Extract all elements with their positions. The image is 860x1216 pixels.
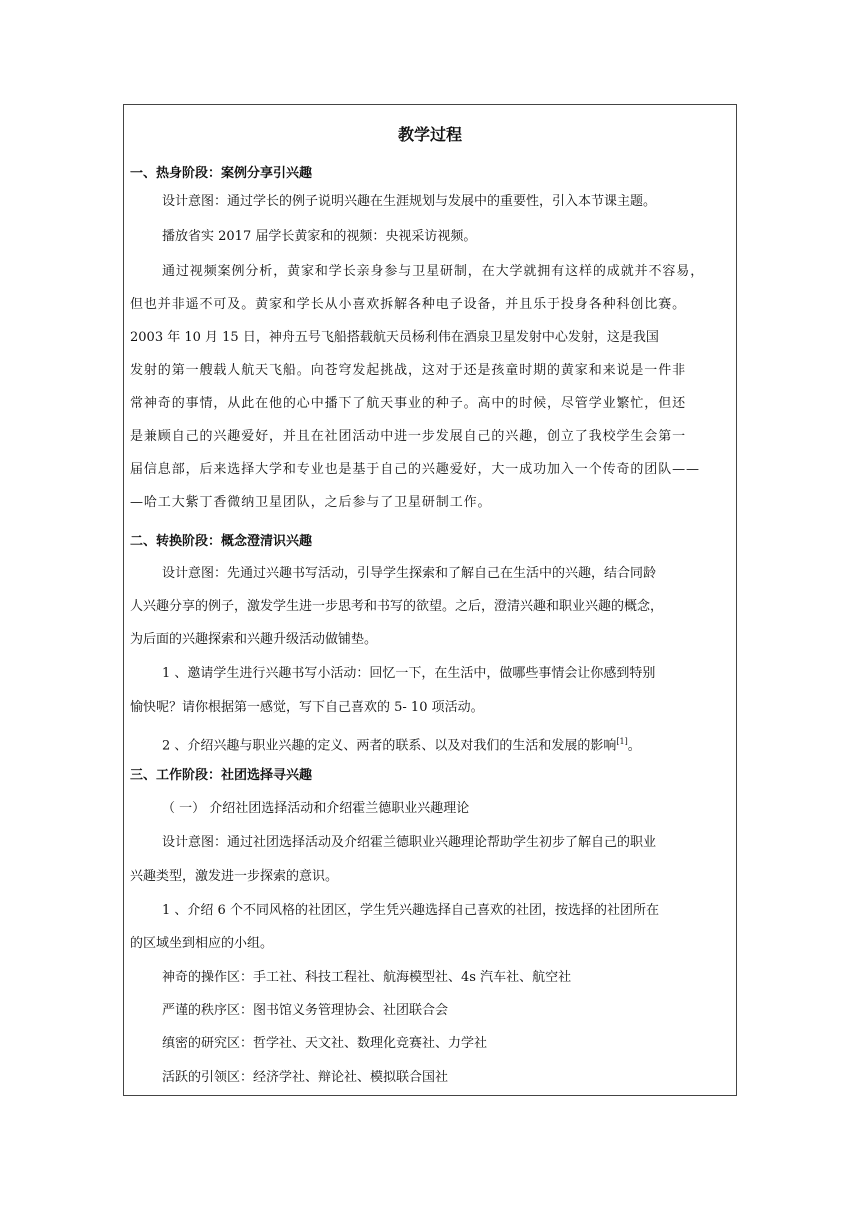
club-area-line: 缜密的研究区：哲学社、天文社、数理化竞赛社、力学社 bbox=[162, 1036, 488, 1051]
paragraph-line: 兴趣类型，激发进一步探索的意识。 bbox=[130, 869, 339, 884]
paragraph-line: 常神奇的事情，从此在他的心中播下了航天事业的种子。高中的时候，尽管学业繁忙，但还 bbox=[130, 396, 687, 411]
paragraph-line: 1 、邀请学生进行兴趣书写小活动：回忆一下，在生活中，做哪些事情会让你感到特别 bbox=[162, 666, 656, 681]
paragraph-text: 2 、介绍兴趣与职业兴趣的定义、两者的联系、以及对我们的生活和发展的影响 bbox=[162, 738, 617, 754]
page-title: 教学过程 bbox=[397, 125, 462, 144]
section-heading-work: 三、工作阶段：社团选择寻兴趣 bbox=[130, 768, 313, 783]
subheading: （ 一） 介绍社团选择活动和介绍霍兰德职业兴趣理论 bbox=[162, 801, 470, 816]
paragraph-line bbox=[162, 733, 730, 755]
paragraph-end: 。 bbox=[627, 738, 641, 754]
paragraph-line: 的区域坐到相应的小组。 bbox=[130, 936, 274, 951]
paragraph-line: 设计意图：通过社团选择活动及介绍霍兰德职业兴趣理论帮助学生初步了解自己的职业 bbox=[162, 835, 657, 850]
paragraph-line: —哈工大紫丁香微纳卫星团队，之后参与了卫星研制工作。 bbox=[130, 495, 492, 510]
section-heading-warmup: 一、热身阶段：案例分享引兴趣 bbox=[130, 166, 313, 181]
paragraph-line: 但也并非遥不可及。黄家和学长从小喜欢拆解各种电子设备，并且乐于投身各种科创比赛。 bbox=[130, 297, 687, 312]
paragraph-line: 播放省实 2017 届学长黄家和的视频：央视采访视频。 bbox=[162, 229, 477, 244]
lesson-process-table bbox=[123, 104, 737, 1096]
paragraph-line: 设计意图：通过学长的例子说明兴趣在生涯规划与发展中的重要性，引入本节课主题。 bbox=[162, 194, 657, 209]
section-heading-transition: 二、转换阶段：概念澄清识兴趣 bbox=[130, 534, 313, 549]
paragraph-line: 为后面的兴趣探索和兴趣升级活动做铺垫。 bbox=[130, 632, 378, 647]
paragraph-line: 2003 年 10 月 15 日，神舟五号飞船搭载航天员杨利伟在酒泉卫星发射中心发射，这是我国 bbox=[130, 330, 659, 345]
club-area-line: 严谨的秩序区：图书馆义务管理协会、社团联合会 bbox=[162, 1003, 449, 1018]
paragraph-line: 1 、介绍 6 个不同风格的社团区，学生凭兴趣选择自己喜欢的社团，按选择的社团所在 bbox=[162, 903, 659, 918]
club-area-line: 活跃的引领区：经济学社、辩论社、模拟联合国社 bbox=[162, 1070, 449, 1085]
paragraph-line: 通过视频案例分析，黄家和学长亲身参与卫星研制，在大学就拥有这样的成就并不容易， bbox=[162, 264, 705, 279]
club-area-line: 神奇的操作区：手工社、科技工程社、航海模型社、4s 汽车社、航空社 bbox=[162, 970, 572, 985]
paragraph-line: 愉快呢？请你根据第一感觉，写下自己喜欢的 5- 10 项活动。 bbox=[130, 700, 484, 715]
paragraph-line: 人兴趣分享的例子，激发学生进一步思考和书写的欲望。之后，澄清兴趣和职业兴趣的概念， bbox=[130, 599, 664, 614]
paragraph-line: 发射的第一艘载人航天飞船。向苍穹发起挑战，这对于还是孩童时期的黄家和来说是一件非 bbox=[130, 363, 687, 378]
citation-marker: [1] bbox=[616, 737, 628, 746]
paragraph-line: 届信息部，后来选择大学和专业也是基于自己的兴趣爱好，大一成功加入一个传奇的团队—— bbox=[130, 462, 700, 477]
paragraph-line: 是兼顾自己的兴趣爱好，并且在社团活动中进一步发展自己的兴趣，创立了我校学生会第一 bbox=[130, 429, 687, 444]
paragraph-line: 设计意图：先通过兴趣书写活动，引导学生探索和了解自己在生活中的兴趣，结合同龄 bbox=[162, 566, 657, 581]
